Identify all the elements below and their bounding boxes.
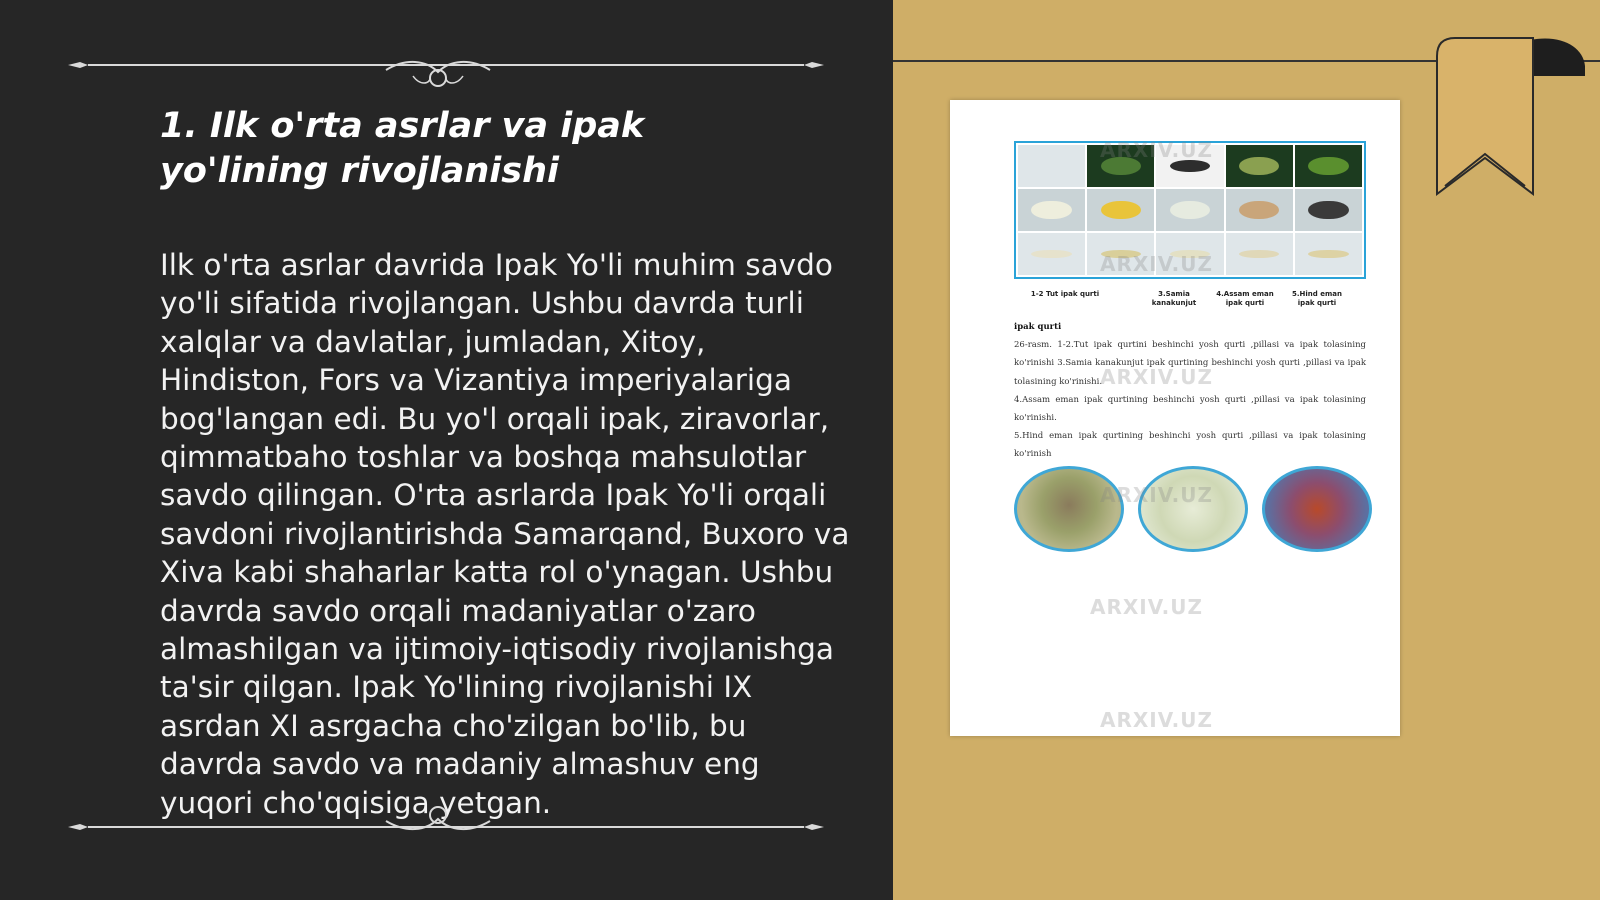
document-page: [950, 100, 1400, 736]
document-heading: ipak qurti: [1014, 322, 1062, 332]
caterpillar-photo: [1262, 466, 1372, 552]
slide-body-text: Ilk o'rta asrlar davrida Ipak Yo'li muhim savdo yo'li sifatida rivojlangan. Ushbu davrda turli xalqlar va davlatlar, jumladan, Xitoy, Hindiston, Fors va Vizantiya imperiyalariga bog'langan edi. Bu yo'l orqali ipak, ziravorlar, qimmatbaho toshlar va boshqa mahsulotlar savdo qilingan. O'rta asrlarda Ipak Yo'li orqali savdoni rivojlantirishda Samarqand, Buxoro va Xiva kabi shaharlar katta rol o'ynagan. Ushbu davrda savdo orqali madaniyatlar o'zaro almashilgan va ijtimoiy-iqtisodiy rivojlanishga ta'sir qilgan. Ipak Yo'lining rivojlanishi IX asrdan XI asrgacha cho'zilgan bo'lib, bu davrda savdo va madaniy almashuv eng yuqori cho'qqisiga yetgan.: [160, 248, 850, 820]
image-cell: [1226, 189, 1293, 231]
image-cell: [1018, 145, 1085, 187]
image-cell: [1156, 189, 1223, 231]
image-captions: [1014, 290, 1366, 312]
slide-title: 1. Ilk o'rta asrlar va ipak yo'lining rivojlanishi: [160, 106, 645, 191]
caption: 3.Samia kanakunjut: [1151, 290, 1197, 307]
caption: 5.Hind eman ipak qurti: [1292, 290, 1342, 307]
document-text: [1014, 318, 1366, 464]
document-paragraph: 26-rasm. 1-2.Tut ipak qurtini beshinchi yosh qurti ,pillasi va ipak tolasining ko'rinishi 3.Samia kanakunjut ipak qurtining beshinchi yosh qurti ,pillasi va ipak tolasining ko'rinishi.: [1014, 340, 1366, 387]
caterpillar-photo: [1138, 466, 1248, 552]
image-cell: [1226, 233, 1293, 275]
image-cell: [1295, 189, 1362, 231]
ornament-bottom-divider: [68, 805, 824, 845]
image-cell: [1087, 189, 1154, 231]
image-cell: [1226, 145, 1293, 187]
watermark: ARXIV.UZ: [1090, 595, 1203, 619]
caterpillar-photo: [1014, 466, 1124, 552]
caption: 1-2 Tut ipak qurti: [1030, 290, 1100, 298]
document-paragraph: 5.Hind eman ipak qurtining beshinchi yosh qurti ,pillasi va ipak tolasining ko'rinish: [1014, 431, 1366, 460]
bookmark-icon: [1435, 36, 1585, 201]
image-cell: [1018, 189, 1085, 231]
ornament-top-divider: [68, 48, 824, 88]
image-cell: [1295, 233, 1362, 275]
watermark: ARXIV.UZ: [1100, 708, 1213, 732]
image-cell: [1018, 233, 1085, 275]
watermark: ARXIV.UZ: [1100, 365, 1213, 389]
document-paragraph: 4.Assam eman ipak qurtining beshinchi yosh qurti ,pillasi va ipak tolasining ko'rinishi.: [1014, 394, 1366, 424]
watermark: ARXIV.UZ: [1100, 138, 1213, 162]
watermark: ARXIV.UZ: [1100, 483, 1213, 507]
watermark: ARXIV.UZ: [1100, 252, 1213, 276]
caption: 4.Assam eman ipak qurti: [1216, 290, 1274, 307]
image-cell: [1295, 145, 1362, 187]
